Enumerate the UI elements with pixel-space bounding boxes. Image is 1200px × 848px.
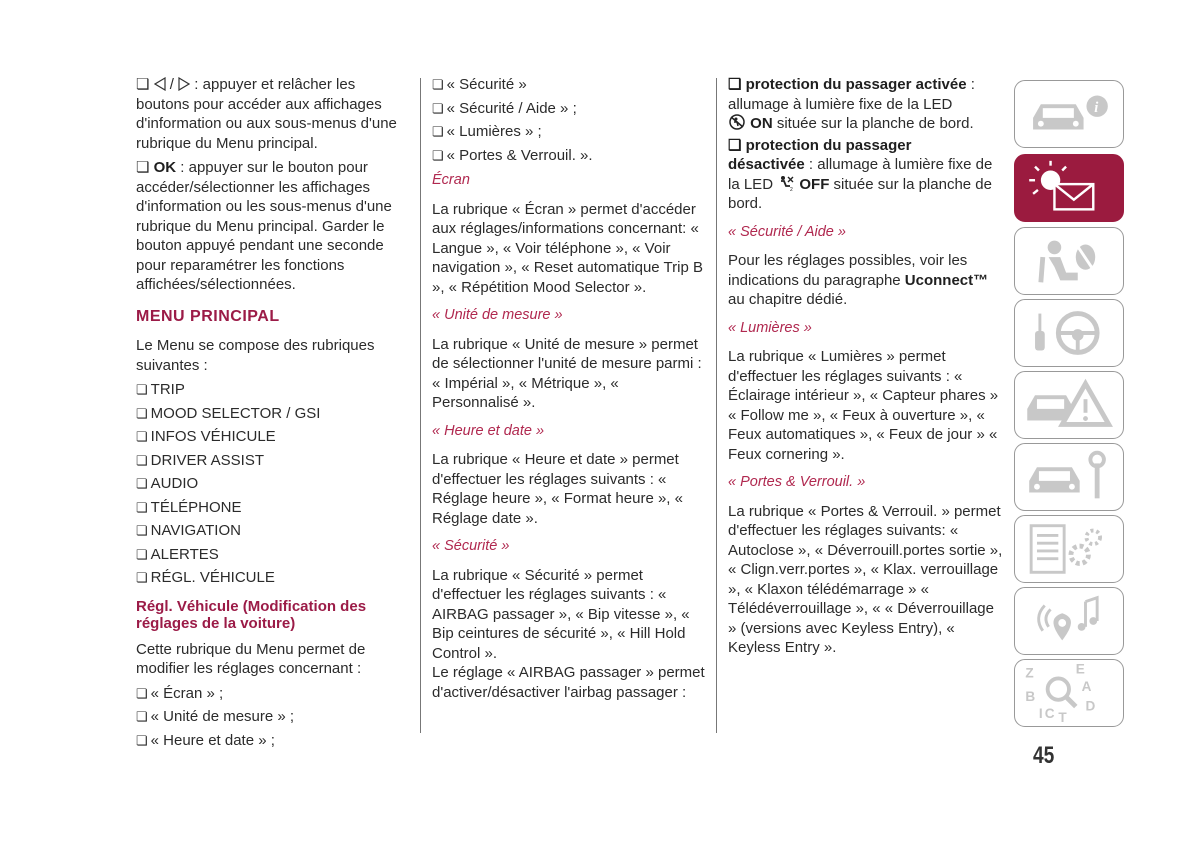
airbag-person-icon [1015, 228, 1123, 294]
list-item: ❏ « Écran » ; [136, 684, 411, 704]
list-item: ❏ AUDIO [136, 474, 411, 494]
ok-label: OK [153, 159, 177, 176]
car-warning-icon [1015, 372, 1123, 438]
section-text-heure: La rubrique « Heure et date » permet d'effectuer les réglages suivants : « Réglage heure », « Format heure », « Réglage date ». [432, 451, 683, 527]
list-item: ❏ NAVIGATION [136, 521, 411, 541]
svg-text:C: C [1044, 706, 1055, 722]
tab-airbag[interactable] [1014, 227, 1124, 295]
list-item: ❏ RÉGL. VÉHICULE [136, 568, 411, 588]
paragraph-arrows [136, 75, 411, 153]
arrows-text: : appuyer et relâcher les boutons pour accéder aux affichages d'information ou aux sous-menus d'une rubrique du Menu principal. [136, 76, 397, 152]
section-text-securite-aide [728, 251, 1003, 310]
list-item: ❏ « Lumières » ; [432, 122, 707, 142]
list-item: ❏ INFOS VÉHICULE [136, 427, 411, 447]
on-label: ON [750, 115, 773, 132]
svg-text:2: 2 [790, 186, 793, 191]
svg-text:E: E [1075, 661, 1085, 677]
menu-intro: Le Menu se compose des rubriques suivantes : [136, 337, 375, 374]
section-title-ecran: Écran [432, 172, 470, 188]
ok-text: : appuyer sur le bouton pour accéder/sélectionner les affichages d'information ou les sous-menus d'une rubrique du Menu principal. Garder le bouton appuyé pendant une seconde pour reparamétrer les fonctions affichées/sélectionnées. [136, 159, 392, 293]
section-title-heure: « Heure et date » [432, 422, 545, 439]
inactive-text: : allumage à lumière fixe de la LED [728, 156, 993, 193]
tab-key-steering[interactable] [1014, 299, 1124, 367]
svg-text:D: D [1085, 698, 1096, 714]
tab-list-gears[interactable] [1014, 515, 1124, 583]
paragraph-ok [136, 158, 411, 295]
tab-car-wrench[interactable] [1014, 443, 1124, 511]
off-label: OFF [799, 175, 830, 193]
inactive-label-2: désactivée [728, 156, 805, 173]
section-title-unite: « Unité de mesure » [432, 307, 563, 323]
svg-text:T: T [1058, 710, 1067, 726]
section-title-securite-aide: « Sécurité / Aide » [728, 223, 846, 240]
alphabet-search-icon [1015, 660, 1123, 726]
active-text: : allumage à lumière fixe de la LED [728, 76, 975, 113]
uconnect-label: Uconnect™ [904, 271, 989, 289]
car-wrench-icon [1015, 444, 1123, 510]
list-item: ❏ « Portes & Verrouil. ». [432, 146, 707, 166]
section-text-portes: La rubrique « Portes & Verrouil. » permet d'effectuer les réglages suivants: « Autoclose », « Déverrouill.portes sortie », « Clign.verr.portes », « Klax. verrouillage », « Klaxon télédémarrage » « Télédéverrouillage », « « Déverrouillage » (versions avec Keyless Entry), « Keyless Entry ». [728, 502, 1003, 656]
section-text-unite: La rubrique « Unité de mesure » permet de sélectionner l'unité de mesure parmi : « Impérial », « Métrique », « Personnalisé ». [432, 335, 702, 411]
list-item: ❏ « Sécurité / Aide » ; [432, 99, 707, 119]
active-text-2: située sur la planche de bord. [772, 115, 974, 132]
section-title-lumieres: « Lumières » [728, 319, 812, 336]
paragraph-airbag-active [728, 75, 1003, 134]
tab-car-warning[interactable] [1014, 371, 1124, 439]
text: au chapitre dédié. [728, 291, 848, 308]
checkbox-glyph: ❏ [136, 159, 150, 176]
column-divider [716, 78, 717, 733]
page-number: 45 [1033, 742, 1055, 769]
airbag-off-led-icon [728, 114, 746, 130]
section-text-lumieres: La rubrique « Lumières » permet d'effectuer les réglages suivants : « Éclairage intérieur », « Capteur phares » « Follow me », « Feux à ouverture », « Feux automatiques », « Feux de jour » « Feux cornering ». [728, 348, 999, 463]
separator: / [165, 76, 179, 93]
list-item: ❏ TÉLÉPHONE [136, 498, 411, 518]
column-divider [420, 78, 421, 733]
tab-lights-message[interactable] [1014, 154, 1124, 222]
tab-car-info[interactable] [1014, 80, 1124, 148]
section-text-airbag: Le réglage « AIRBAG passager » permet d'activer/désactiver l'airbag passager : [432, 664, 705, 701]
tab-alphabet-search[interactable] [1014, 659, 1124, 727]
section-text-securite: La rubrique « Sécurité » permet d'effectuer les réglages suivants : « AIRBAG passager », « Bip vitesse », « Bip ceintures de sécurité », « Hill Hold Control ». [432, 566, 690, 662]
paragraph-airbag-inactive [728, 136, 1003, 214]
column-2 [432, 75, 707, 707]
active-label: protection du passager activée [745, 76, 967, 93]
right-arrow-icon [178, 77, 190, 91]
section-title-securite: « Sécurité » [432, 538, 510, 554]
tab-multimedia[interactable] [1014, 587, 1124, 655]
section-heading-menu: MENU PRINCIPAL [136, 307, 280, 325]
svg-text:B: B [1025, 688, 1036, 704]
column-3 [728, 75, 1003, 663]
list-item: ❏ TRIP [136, 380, 411, 400]
list-gears-icon [1015, 516, 1123, 582]
column-1 [136, 75, 411, 754]
text: Pour les réglages possibles, voir les indications du paragraphe [728, 252, 968, 289]
section-text-ecran: La rubrique « Écran » permet d'accéder aux réglages/informations concernant: « Langue », « Voir téléphone », « Voir navigation », « Reset automatique Trip B », « Répétition Mood Selector ». [432, 200, 703, 296]
svg-text:Z: Z [1025, 665, 1034, 681]
lights-message-icon [1015, 155, 1123, 221]
left-arrow-icon [154, 77, 166, 91]
section-title-portes: « Portes & Verrouil. » [728, 474, 866, 490]
key-steering-icon [1015, 300, 1123, 366]
list-item: ❏ ALERTES [136, 545, 411, 565]
inactive-label: protection du passager [745, 136, 912, 154]
subheading-regl-vehicule: Régl. Véhicule (Modification des réglages de la voiture) [136, 597, 367, 632]
svg-text:I: I [1038, 706, 1043, 722]
checkbox-glyph: ❏ [728, 136, 742, 154]
list-item: ❏ DRIVER ASSIST [136, 451, 411, 471]
list-item: ❏ « Unité de mesure » ; [136, 707, 411, 727]
inactive-text-2: située sur la planche de bord. [728, 175, 992, 212]
list-item: ❏ « Heure et date » ; [136, 731, 411, 751]
svg-text:A: A [1081, 679, 1092, 695]
list-item: ❏ « Sécurité » [432, 75, 707, 95]
list-item: ❏ MOOD SELECTOR / GSI [136, 404, 411, 424]
svg-text:i: i [1094, 100, 1099, 117]
checkbox-glyph: ❏ [136, 76, 150, 93]
airbag-off-icon [777, 175, 795, 191]
checkbox-glyph: ❏ [728, 76, 742, 93]
sub-intro: Cette rubrique du Menu permet de modifier les réglages concernant : [136, 640, 366, 677]
multimedia-icon [1015, 588, 1123, 654]
car-info-icon [1015, 81, 1123, 147]
